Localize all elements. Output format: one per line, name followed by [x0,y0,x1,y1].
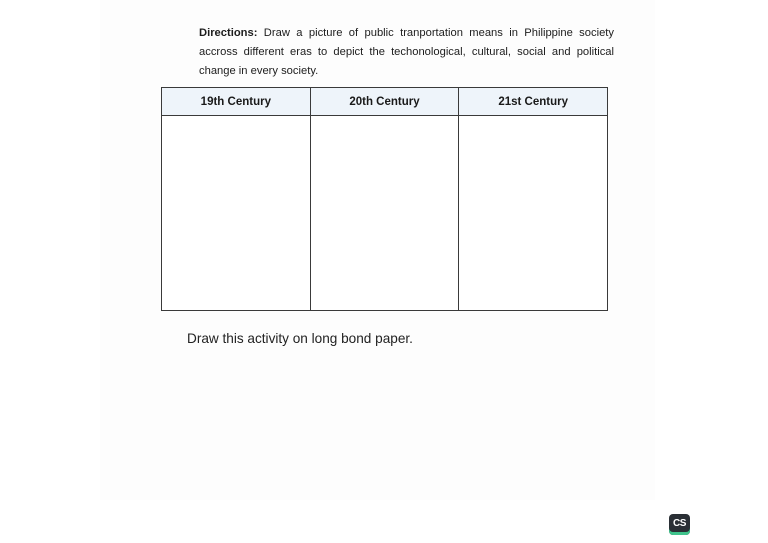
table-drawing-row [162,116,608,311]
directions-paragraph [199,24,614,81]
camscanner-logo-icon: CS [669,514,690,535]
header-20th-century: 20th Century [310,88,459,116]
era-drawing-table [161,87,608,311]
directions-label: Directions: [199,27,258,40]
directions-text: Draw a picture of public tranportation means in Philippine society accross different eras to depict the techonological, cultural, social and political change in every society. [199,27,614,78]
drawing-cell-21st-century [459,116,608,311]
header-19th-century: 19th Century [162,88,311,116]
drawing-cell-19th-century [162,116,311,311]
table-header-row [162,88,608,116]
header-21st-century: 21st Century [459,88,608,116]
bond-paper-note: Draw this activity on long bond paper. [187,331,413,346]
drawing-cell-20th-century [310,116,459,311]
